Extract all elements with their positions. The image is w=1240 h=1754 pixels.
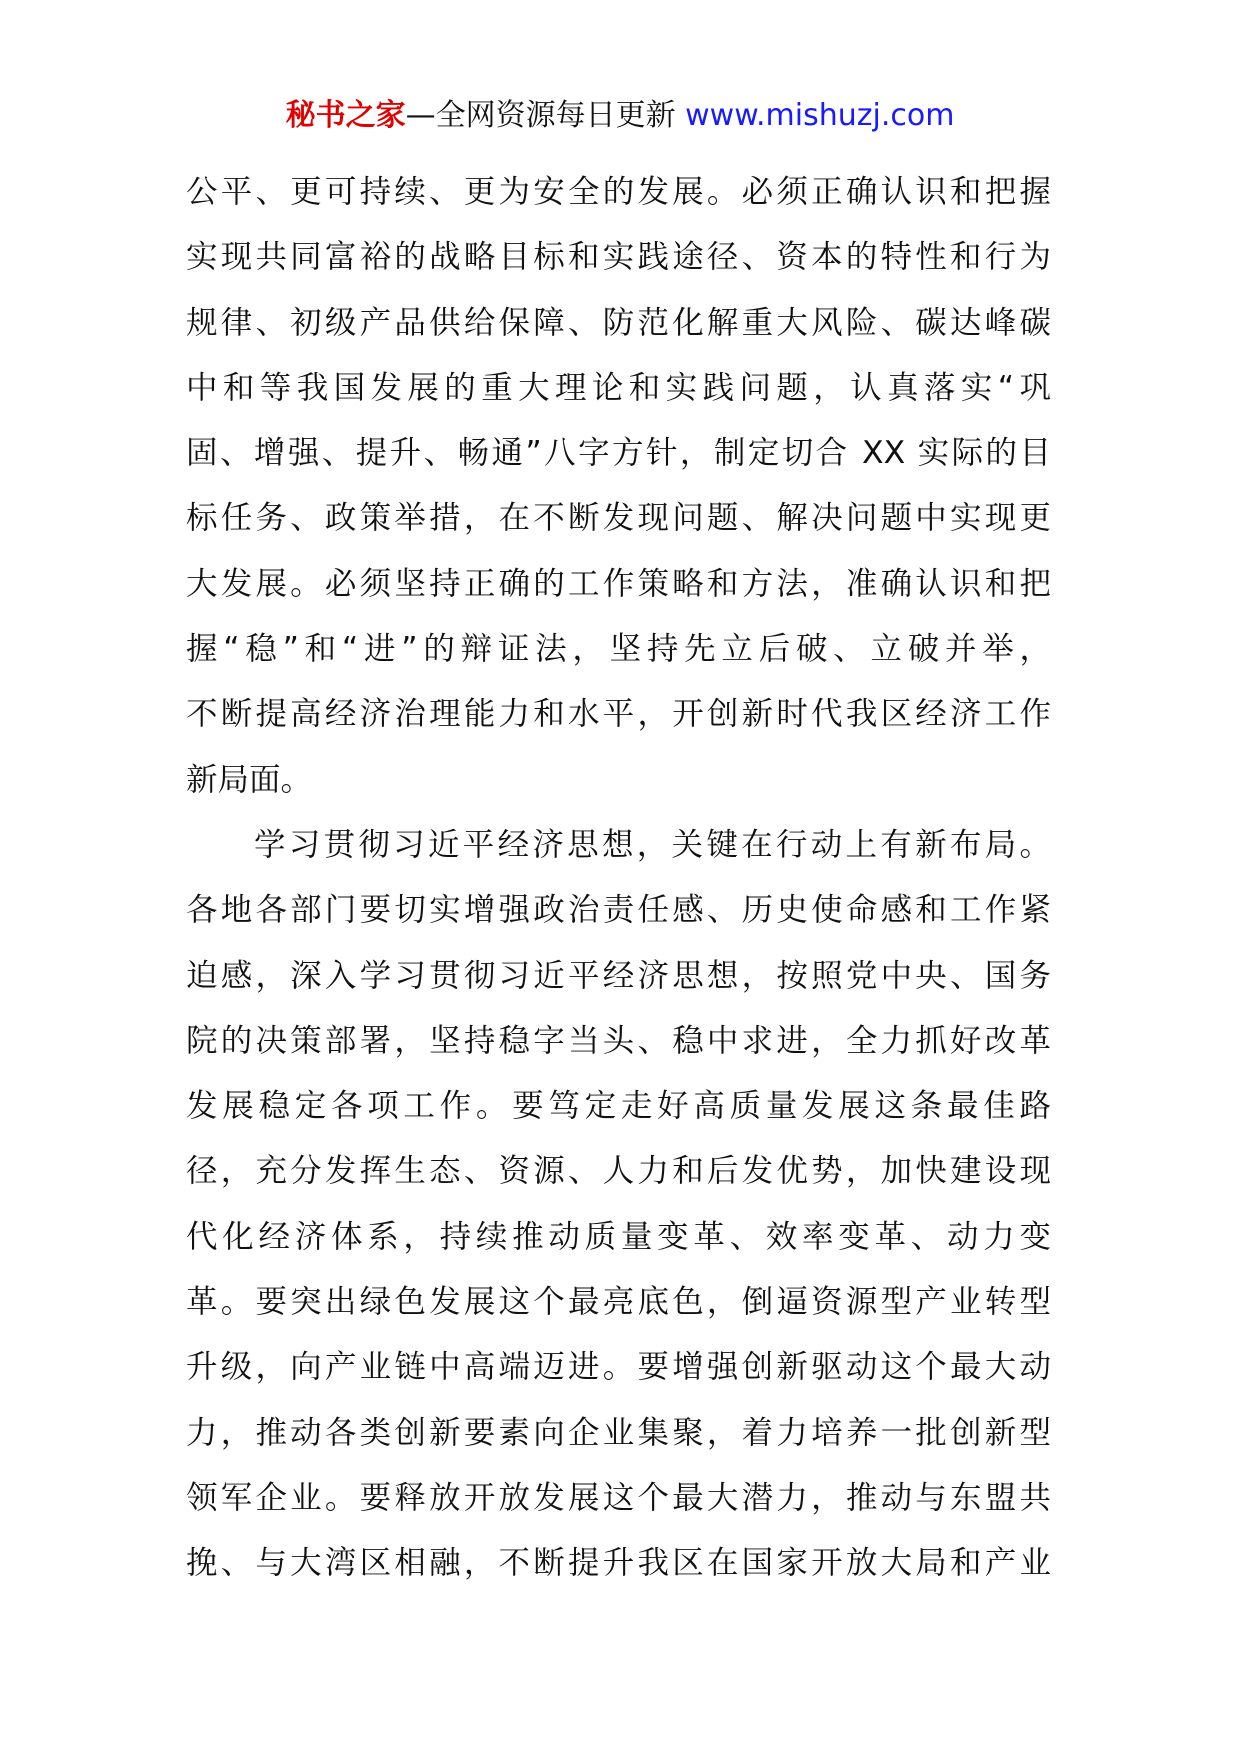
text-line: 公平、更可持续、更为安全的发展。必须正确认识和把握 [186,174,1051,210]
text-line: 各地各部门要切实增强政治责任感、历史使命感和工作紧 [186,892,1051,929]
text-line: 代化经济体系，持续推动质量变革、效率变革、动力变 [186,1218,1051,1255]
document-body [186,160,1051,1597]
page-header [0,96,1240,136]
text-line: 新局面。 [186,761,313,798]
text-line: 大发展。必须坚持正确的工作策略和方法，准确认识和把 [186,565,1051,602]
text-line: 握“稳”和“进”的辩证法，坚持先立后破、立破并举， [186,631,1051,668]
text-line: 院的决策部署，坚持稳字当头、稳中求进，全力抓好改革 [186,1022,1051,1059]
text-line: 革。要突出绿色发展这个最亮底色，倒逼资源型产业转型 [186,1284,1051,1321]
text-line: 标任务、政策举措，在不断发现问题、解决问题中实现更 [186,500,1051,537]
paragraph-first-line: 学习贯彻习近平经济思想，关键在行动上有新布局。 [254,826,1051,863]
text-line: 挽、与大湾区相融，不断提升我区在国家开放大局和产业 [186,1545,1051,1582]
header-url-link[interactable]: www.mishuzj.com [685,98,955,133]
text-line: 力，推动各类创新要素向企业集聚，着力培养一批创新型 [186,1414,1051,1451]
header-tagline: —全网资源每日更新 [405,98,676,133]
text-line: 实现共同富裕的战略目标和实践途径、资本的特性和行为 [186,239,1051,276]
header-brand: 秘书之家 [285,98,406,133]
text-line: 径，充分发挥生态、资源、人力和后发优势，加快建设现 [186,1153,1051,1190]
text-line: 规律、初级产品供给保障、防范化解重大风险、碳达峰碳 [186,304,1051,341]
text-line: 固、增强、提升、畅通”八字方针，制定切合 XX 实际的目 [186,435,1051,472]
text-line: 迫感，深入学习贯彻习近平经济思想，按照党中央、国务 [186,957,1051,994]
text-line: 中和等我国发展的重大理论和实践问题，认真落实“巩 [186,369,1051,406]
text-line: 发展稳定各项工作。要笃定走好高质量发展这条最佳路 [186,1088,1051,1125]
text-line: 升级，向产业链中高端迈进。要增强创新驱动这个最大动 [186,1349,1051,1386]
text-line: 领军企业。要释放开放发展这个最大潜力，推动与东盟共 [186,1479,1051,1516]
text-line: 不断提高经济治理能力和水平，开创新时代我区经济工作 [186,696,1051,733]
